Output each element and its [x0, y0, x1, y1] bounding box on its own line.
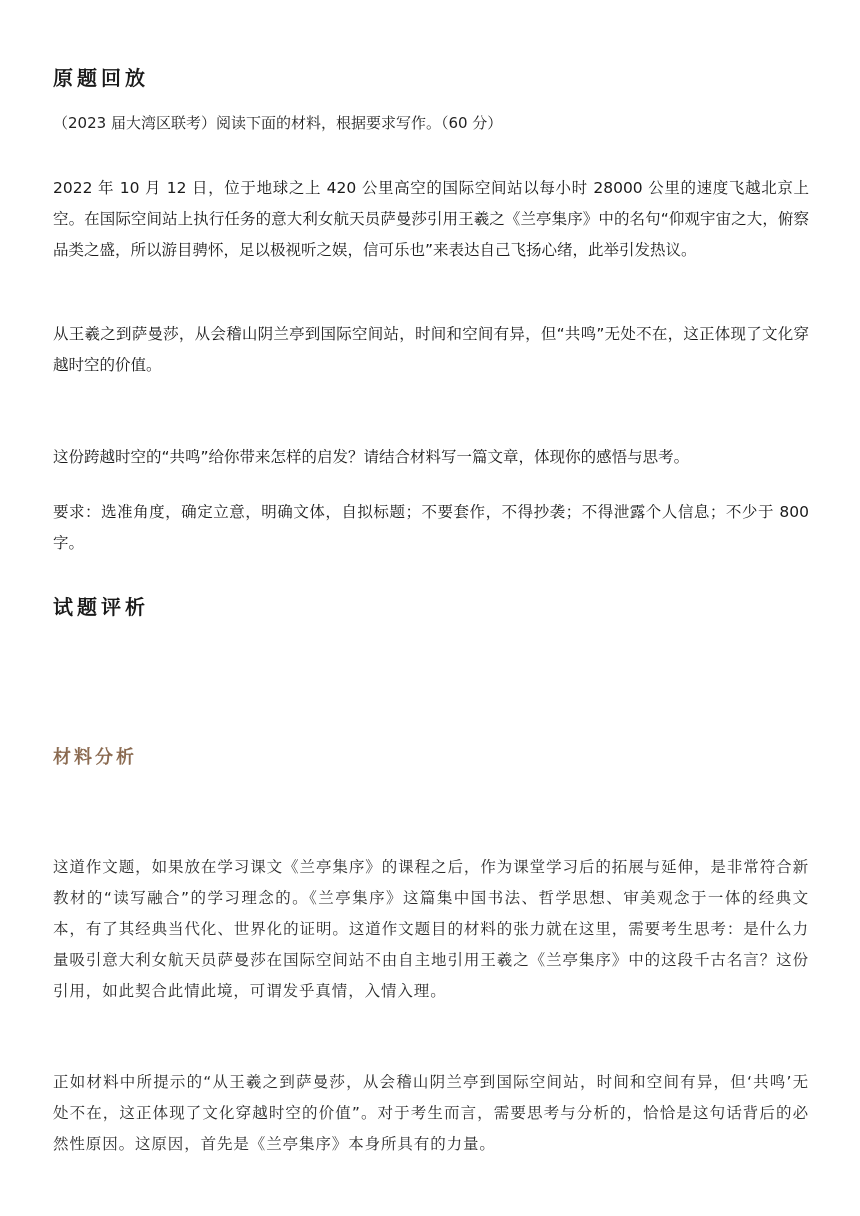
material-paragraph-1: 2022 年 10 月 12 日，位于地球之上 420 公里高空的国际空间站以每小时 28000 公里的速度飞越北京上空。在国际空间站上执行任务的意大利女航天员萨曼莎引用王羲之《兰亭集序》中的名句“仰观宇宙之大，俯察品类之盛，所以游目骋怀，足以极视听之娱，信可乐也”来表达自己飞扬心绪，此举引发热议。 [53, 179, 809, 259]
subheading-material-analysis: 材料分析 [53, 747, 137, 768]
section-heading-original-question: 原题回放 [53, 66, 149, 90]
writing-requirements: 要求：选准角度，确定立意，明确文体，自拟标题；不要套作，不得抄袭；不得泄露个人信息；不少于 800 字。 [53, 503, 809, 552]
section-heading-analysis: 试题评析 [53, 595, 149, 619]
writing-prompt: 这份跨越时空的“共鸣”给你带来怎样的启发？请结合材料写一篇文章，体现你的感悟与思考。 [53, 448, 690, 466]
analysis-paragraph-2: 正如材料中所提示的“从王羲之到萨曼莎，从会稽山阴兰亭到国际空间站，时间和空间有异，但‘共鸣’无处不在，这正体现了文化穿越时空的价值”。对于考生而言，需要思考与分析的，恰恰是这句话背后的必然性原因。这原因，首先是《兰亭集序》本身所具有的力量。 [53, 1073, 809, 1153]
analysis-paragraph-1: 这道作文题，如果放在学习课文《兰亭集序》的课程之后，作为课堂学习后的拓展与延伸，是非常符合新教材的“读写融合”的学习理念的。《兰亭集序》这篇集中国书法、哲学思想、审美观念于一体的经典文本，有了其经典当代化、世界化的证明。这道作文题目的材料的张力就在这里，需要考生思考：是什么力量吸引意大利女航天员萨曼莎在国际空间站不由自主地引用王羲之《兰亭集序》中的这段千古名言？这份引用，如此契合此情此境，可谓发乎真情，入情入理。 [53, 858, 809, 1000]
question-source: （2023 届大湾区联考）阅读下面的材料，根据要求写作。（60 分） [53, 114, 503, 132]
material-paragraph-2: 从王羲之到萨曼莎，从会稽山阴兰亭到国际空间站，时间和空间有异，但“共鸣”无处不在，这正体现了文化穿越时空的价值。 [53, 325, 809, 374]
